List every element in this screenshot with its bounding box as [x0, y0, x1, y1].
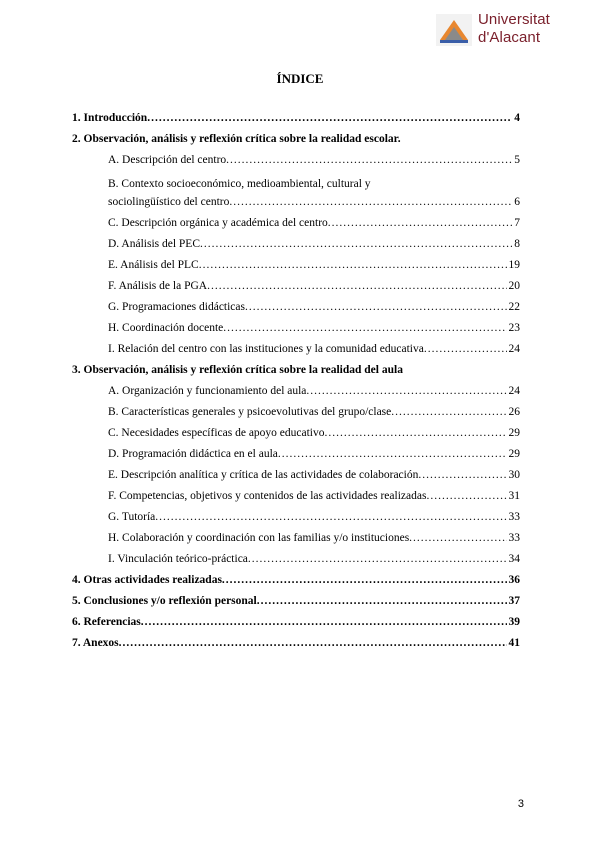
toc-entry-3b	[108, 406, 520, 422]
toc-page: 24	[508, 385, 520, 397]
toc-entry-2e	[108, 259, 520, 275]
university-emblem-icon	[436, 14, 472, 46]
toc-entry-2b-line1: B. Contexto socioeconómico, medioambiental, cultural y	[108, 178, 371, 190]
toc-entry-3h	[108, 532, 520, 548]
toc-label: E. Análisis del PLC	[108, 259, 199, 271]
toc-label: 6. Referencias	[72, 616, 141, 628]
toc-page: 29	[508, 427, 520, 439]
toc-page: 33	[508, 511, 520, 523]
toc-label: C. Descripción orgánica y académica del centro	[108, 217, 328, 229]
toc-label: 5. Conclusiones y/o reflexión personal	[72, 595, 257, 607]
toc-label: 1. Introducción	[72, 112, 148, 124]
toc-label: C. Necesidades específicas de apoyo educativo	[108, 427, 325, 439]
toc-entry-2a	[108, 154, 520, 170]
toc-page: 30	[508, 469, 520, 481]
logo-line-1: Universitat	[478, 11, 550, 28]
toc-entry-2b	[108, 196, 520, 212]
toc-entry-3g	[108, 511, 520, 527]
toc-section-3-heading	[72, 364, 520, 380]
toc-label: G. Tutoría	[108, 511, 156, 523]
toc-entry-2d	[108, 238, 520, 254]
logo-line-2: d'Alacant	[478, 29, 541, 46]
toc-entry-3e	[108, 469, 520, 485]
toc-entry-2c	[108, 217, 520, 233]
toc-label: D. Programación didáctica en el aula	[108, 448, 278, 460]
toc-page: 37	[508, 595, 520, 607]
page-title: ÍNDICE	[276, 71, 324, 86]
toc-page: 6	[514, 196, 520, 208]
toc-page: 29	[508, 448, 520, 460]
toc-page: 26	[508, 406, 520, 418]
toc-entry-2h	[108, 322, 520, 338]
toc-entry-2g	[108, 301, 520, 317]
toc-label: G. Programaciones didácticas	[108, 301, 245, 313]
toc-entry-3i	[108, 553, 520, 569]
toc-label: 7. Anexos	[72, 637, 119, 649]
toc-entry-3f	[108, 490, 520, 506]
toc-page: 36	[508, 574, 520, 586]
page-number: 3	[517, 798, 524, 810]
toc-entry-2f	[108, 280, 520, 296]
toc-label: D. Análisis del PEC	[108, 238, 201, 250]
toc-entry-referencias	[72, 616, 520, 632]
toc-page: 22	[508, 301, 520, 313]
toc-page: 31	[508, 490, 520, 502]
toc-page: 33	[508, 532, 520, 544]
toc-label: A. Descripción del centro	[108, 154, 227, 166]
toc-section-2-heading	[72, 133, 520, 149]
toc-page: 7	[514, 217, 520, 229]
toc-entry-2i	[108, 343, 520, 359]
toc-label: 4. Otras actividades realizadas	[72, 574, 222, 586]
toc-entry-conclusiones	[72, 595, 520, 611]
toc-entry-3c	[108, 427, 520, 443]
toc-entry-3a	[108, 385, 520, 401]
toc-label: H. Colaboración y coordinación con las familias y/o instituciones	[108, 532, 410, 544]
toc-page: 39	[508, 616, 520, 628]
university-name	[478, 11, 550, 47]
toc-label: sociolingüístico del centro	[108, 196, 230, 208]
toc-label: B. Características generales y psicoevolutivas del grupo/clase	[108, 406, 392, 418]
toc-page: 19	[508, 259, 520, 271]
toc-page: 20	[508, 280, 520, 292]
toc-label: I. Relación del centro con las instituciones y la comunidad educativa	[108, 343, 424, 355]
toc-entry-anexos	[72, 637, 520, 653]
toc-entry-3d	[108, 448, 520, 464]
toc-page: 4	[514, 112, 520, 124]
toc-page: 34	[508, 553, 520, 565]
toc-label: I. Vinculación teórico-práctica	[108, 553, 248, 565]
toc-label: F. Competencias, objetivos y contenidos de las actividades realizadas	[108, 490, 427, 502]
toc-page: 24	[508, 343, 520, 355]
toc-label: H. Coordinación docente	[108, 322, 224, 334]
toc-label: 3. Observación, análisis y reflexión crítica sobre la realidad del aula	[72, 364, 403, 376]
toc-page: 5	[514, 154, 520, 166]
toc-entry-introduccion	[72, 112, 520, 128]
university-logo	[436, 10, 554, 50]
toc-label: E. Descripción analítica y crítica de las actividades de colaboración	[108, 469, 419, 481]
toc-label: 2. Observación, análisis y reflexión crítica sobre la realidad escolar.	[72, 133, 401, 145]
toc-entry-otras-actividades	[72, 574, 520, 590]
toc-page: 23	[508, 322, 520, 334]
toc-label: F. Análisis de la PGA	[108, 280, 208, 292]
toc-page: 41	[508, 637, 520, 649]
toc-label: A. Organización y funcionamiento del aula	[108, 385, 307, 397]
toc-page: 8	[514, 238, 520, 250]
